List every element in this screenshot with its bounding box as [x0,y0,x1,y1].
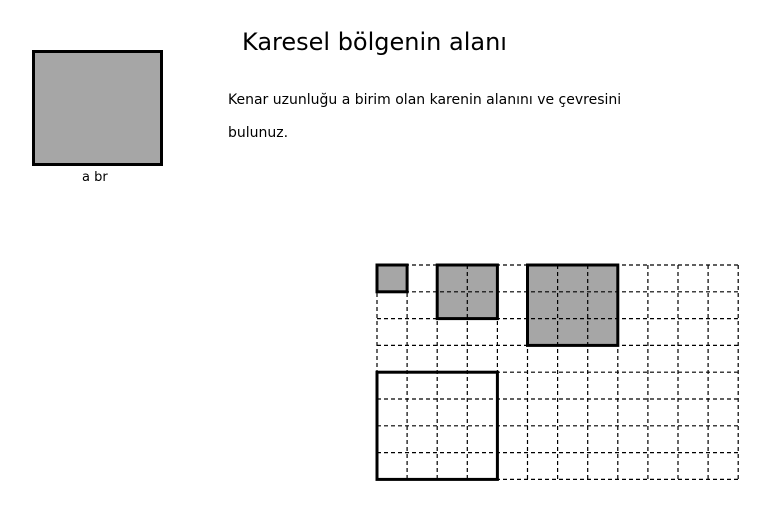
square-1x1-fill [377,265,407,292]
side-length-label: a br [82,170,108,185]
square-3x3-fill [528,265,618,345]
page-title: Karesel bölgenin alanı [242,28,507,56]
problem-text: Kenar uzunluğu a birim olan karenin alanını ve çevresini bulunuz. [228,92,622,141]
